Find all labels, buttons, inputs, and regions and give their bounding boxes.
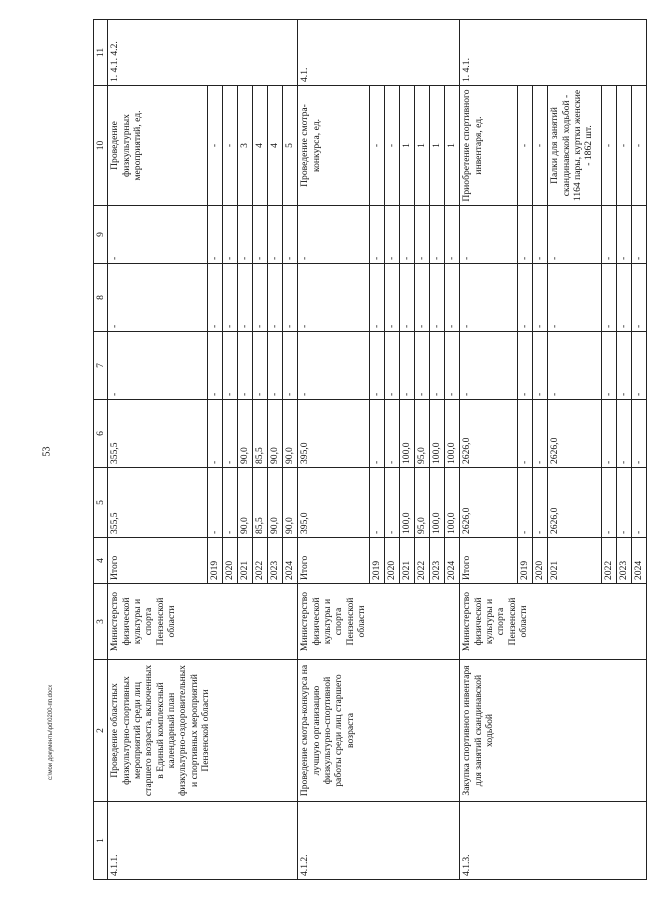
total-funding-cell: -	[385, 468, 400, 538]
header-cell: 10	[94, 86, 108, 206]
regional-budget-cell: 100,0	[430, 400, 445, 468]
header-cell: 8	[94, 264, 108, 332]
local-budget-cell: -	[238, 264, 253, 332]
year-cell: 2024	[283, 538, 298, 584]
federal-budget-cell: -	[108, 332, 208, 400]
other-sources-cell: -	[533, 206, 548, 264]
other-sources-cell: -	[253, 206, 268, 264]
other-sources-cell: -	[632, 206, 647, 264]
regional-budget-cell: 95,0	[415, 400, 430, 468]
other-sources-cell: -	[298, 206, 370, 264]
regional-budget-cell: -	[632, 400, 647, 468]
local-budget-cell: -	[283, 264, 298, 332]
header-cell: 2	[94, 660, 108, 802]
regional-budget-cell: 395,0	[298, 400, 370, 468]
indicator-value-cell: 3	[238, 86, 253, 206]
header-cell: 5	[94, 468, 108, 538]
other-sources-cell: -	[518, 206, 533, 264]
total-funding-cell: 95,0	[415, 468, 430, 538]
year-cell: Итого	[108, 538, 208, 584]
other-sources-cell: -	[208, 206, 223, 264]
federal-budget-cell: -	[460, 332, 518, 400]
total-funding-cell: 355,5	[108, 468, 208, 538]
indicator-name-cell: Проведение физкультурных мероприятий, ед.	[108, 86, 208, 206]
other-sources-cell: -	[370, 206, 385, 264]
local-budget-cell: -	[208, 264, 223, 332]
federal-budget-cell: -	[533, 332, 548, 400]
local-budget-cell: -	[223, 264, 238, 332]
other-sources-cell: -	[283, 206, 298, 264]
total-funding-cell: 90,0	[268, 468, 283, 538]
year-cell: 2020	[223, 538, 238, 584]
header-cell: 9	[94, 206, 108, 264]
local-budget-cell: -	[518, 264, 533, 332]
regional-budget-cell: 100,0	[400, 400, 415, 468]
row-number-cell: 4.1.3.	[460, 802, 647, 880]
executor-cell: Министерство физической культуры и спорта Пензенской области	[108, 584, 298, 660]
row-number-cell: 4.1.1.	[108, 802, 298, 880]
total-funding-cell: -	[208, 468, 223, 538]
header-cell: 7	[94, 332, 108, 400]
regional-budget-cell: -	[208, 400, 223, 468]
total-funding-cell: -	[632, 468, 647, 538]
local-budget-cell: -	[268, 264, 283, 332]
federal-budget-cell: -	[400, 332, 415, 400]
table-row	[460, 20, 518, 880]
rotated-page	[93, 20, 645, 880]
local-budget-cell: -	[460, 264, 518, 332]
other-sources-cell: -	[445, 206, 460, 264]
local-budget-cell: -	[632, 264, 647, 332]
year-cell: 2023	[617, 538, 632, 584]
target-link-cell: 1. 4.1. 4.2.	[108, 20, 298, 86]
local-budget-cell: -	[253, 264, 268, 332]
total-funding-cell: 100,0	[430, 468, 445, 538]
total-funding-cell: 2626,0	[460, 468, 518, 538]
header-cell: 3	[94, 584, 108, 660]
regional-budget-cell: -	[602, 400, 617, 468]
indicator-value-cell: Палки для занятий скандинавской ходьбой - 1164 пары, куртки женские - 1862 шт.	[548, 86, 602, 206]
federal-budget-cell: -	[617, 332, 632, 400]
program-table	[93, 19, 647, 880]
other-sources-cell: -	[223, 206, 238, 264]
header-cell: 4	[94, 538, 108, 584]
regional-budget-cell: -	[533, 400, 548, 468]
other-sources-cell: -	[108, 206, 208, 264]
regional-budget-cell: 2626,0	[460, 400, 518, 468]
federal-budget-cell: -	[415, 332, 430, 400]
regional-budget-cell: 90,0	[238, 400, 253, 468]
federal-budget-cell: -	[298, 332, 370, 400]
federal-budget-cell: -	[238, 332, 253, 400]
federal-budget-cell: -	[445, 332, 460, 400]
total-funding-cell: 100,0	[445, 468, 460, 538]
total-funding-cell: -	[370, 468, 385, 538]
year-cell: 2020	[533, 538, 548, 584]
page-number: 53	[41, 446, 53, 457]
table-body	[108, 20, 647, 880]
indicator-value-cell: 5	[283, 86, 298, 206]
indicator-value-cell: -	[223, 86, 238, 206]
indicator-value-cell: 4	[268, 86, 283, 206]
local-budget-cell: -	[548, 264, 602, 332]
regional-budget-cell: -	[518, 400, 533, 468]
header-cell: 6	[94, 400, 108, 468]
indicator-value-cell: -	[370, 86, 385, 206]
federal-budget-cell: -	[602, 332, 617, 400]
total-funding-cell: -	[617, 468, 632, 538]
federal-budget-cell: -	[253, 332, 268, 400]
target-link-cell: 1. 4.1.	[460, 20, 647, 86]
regional-budget-cell: 90,0	[283, 400, 298, 468]
regional-budget-cell: 2626,0	[548, 400, 602, 468]
local-budget-cell: -	[602, 264, 617, 332]
federal-budget-cell: -	[632, 332, 647, 400]
total-funding-cell: -	[518, 468, 533, 538]
indicator-name-cell: Проведение смотра-конкурса, ед.	[298, 86, 370, 206]
year-cell: 2023	[430, 538, 445, 584]
year-cell: 2019	[208, 538, 223, 584]
regional-budget-cell: -	[617, 400, 632, 468]
other-sources-cell: -	[238, 206, 253, 264]
indicator-value-cell: -	[518, 86, 533, 206]
year-cell: 2021	[548, 538, 602, 584]
indicator-value-cell: -	[385, 86, 400, 206]
year-cell: Итого	[460, 538, 518, 584]
total-funding-cell: 2626,0	[548, 468, 602, 538]
total-funding-cell: -	[223, 468, 238, 538]
table-row	[108, 20, 208, 880]
total-funding-cell: 90,0	[283, 468, 298, 538]
indicator-value-cell: -	[617, 86, 632, 206]
federal-budget-cell: -	[518, 332, 533, 400]
other-sources-cell: -	[548, 206, 602, 264]
regional-budget-cell: 100,0	[445, 400, 460, 468]
other-sources-cell: -	[415, 206, 430, 264]
year-cell: 2021	[238, 538, 253, 584]
local-budget-cell: -	[617, 264, 632, 332]
year-cell: 2021	[400, 538, 415, 584]
indicator-value-cell: -	[602, 86, 617, 206]
year-cell: 2022	[253, 538, 268, 584]
indicator-value-cell: 4	[253, 86, 268, 206]
total-funding-cell: -	[533, 468, 548, 538]
activity-name-cell: Закупка спортивного инвентаря для занятий скандинавской ходьбой	[460, 660, 647, 802]
local-budget-cell: -	[533, 264, 548, 332]
other-sources-cell: -	[430, 206, 445, 264]
indicator-value-cell: 1	[430, 86, 445, 206]
indicator-name-cell: Приобретение спортивного инвентаря, ед.	[460, 86, 518, 206]
row-number-cell: 4.1.2.	[298, 802, 460, 880]
local-budget-cell: -	[430, 264, 445, 332]
other-sources-cell: -	[602, 206, 617, 264]
regional-budget-cell: -	[223, 400, 238, 468]
local-budget-cell: -	[385, 264, 400, 332]
total-funding-cell: 100,0	[400, 468, 415, 538]
year-cell: 2024	[632, 538, 647, 584]
other-sources-cell: -	[268, 206, 283, 264]
year-cell: 2019	[370, 538, 385, 584]
other-sources-cell: -	[385, 206, 400, 264]
local-budget-cell: -	[415, 264, 430, 332]
year-cell: 2020	[385, 538, 400, 584]
year-cell: 2022	[415, 538, 430, 584]
local-budget-cell: -	[400, 264, 415, 332]
header-cell: 11	[94, 20, 108, 86]
indicator-value-cell: -	[208, 86, 223, 206]
local-budget-cell: -	[445, 264, 460, 332]
indicator-value-cell: 1	[400, 86, 415, 206]
regional-budget-cell: 355,5	[108, 400, 208, 468]
year-cell: 2023	[268, 538, 283, 584]
total-funding-cell: 90,0	[238, 468, 253, 538]
executor-cell: Министерство физической культуры и спорта Пензенской области	[298, 584, 460, 660]
year-cell: 2022	[602, 538, 617, 584]
total-funding-cell: 395,0	[298, 468, 370, 538]
executor-cell: Министерство физической культуры и спорта Пензенской области	[460, 584, 647, 660]
other-sources-cell: -	[460, 206, 518, 264]
regional-budget-cell: -	[370, 400, 385, 468]
other-sources-cell: -	[617, 206, 632, 264]
table-row	[298, 20, 370, 880]
federal-budget-cell: -	[385, 332, 400, 400]
federal-budget-cell: -	[548, 332, 602, 400]
federal-budget-cell: -	[370, 332, 385, 400]
local-budget-cell: -	[370, 264, 385, 332]
year-cell: Итого	[298, 538, 370, 584]
indicator-value-cell: 1	[415, 86, 430, 206]
federal-budget-cell: -	[268, 332, 283, 400]
header-cell: 1	[94, 802, 108, 880]
federal-budget-cell: -	[283, 332, 298, 400]
indicator-value-cell: -	[533, 86, 548, 206]
regional-budget-cell: 90,0	[268, 400, 283, 468]
local-budget-cell: -	[298, 264, 370, 332]
federal-budget-cell: -	[430, 332, 445, 400]
regional-budget-cell: -	[385, 400, 400, 468]
indicator-value-cell: 1	[445, 86, 460, 206]
indicator-value-cell: -	[632, 86, 647, 206]
year-cell: 2019	[518, 538, 533, 584]
total-funding-cell: 85,5	[253, 468, 268, 538]
header-row	[94, 20, 108, 880]
year-cell: 2024	[445, 538, 460, 584]
federal-budget-cell: -	[223, 332, 238, 400]
total-funding-cell: -	[602, 468, 617, 538]
target-link-cell: 4.1.	[298, 20, 460, 86]
federal-budget-cell: -	[208, 332, 223, 400]
footer-file-path: c:\мои документы\pd\0200-пп.docx	[48, 684, 54, 780]
activity-name-cell: Проведение областных физкультурно-спортивных мероприятий среди лиц старшего возраста, включенных в Единый комплексный календарный план физкультурно-оздоровительных и спортивных мероприятий Пензенской области	[108, 660, 298, 802]
other-sources-cell: -	[400, 206, 415, 264]
local-budget-cell: -	[108, 264, 208, 332]
activity-name-cell: Проведение смотра-конкурса на лучшую организацию физкультурно-спортивной работы среди лиц старшего возраста	[298, 660, 460, 802]
regional-budget-cell: 85,5	[253, 400, 268, 468]
